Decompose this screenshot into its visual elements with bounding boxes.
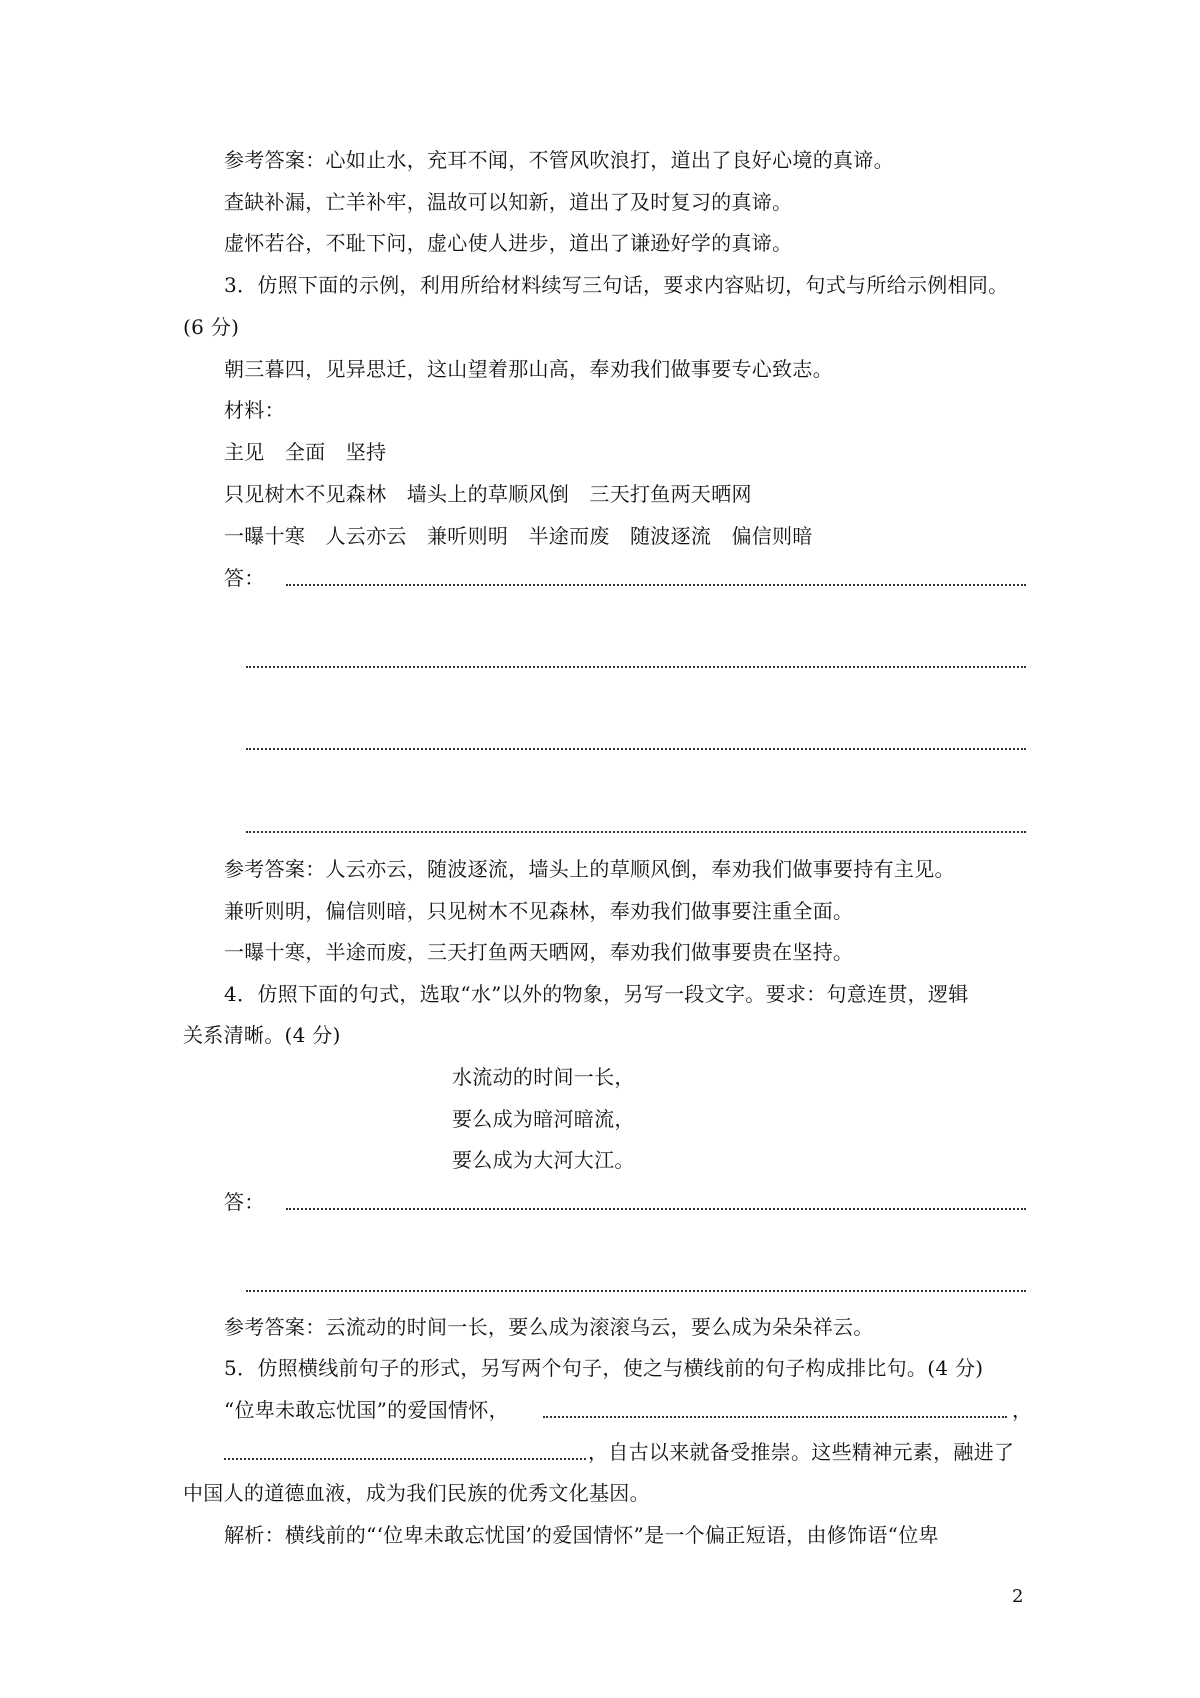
q5-analysis-line-1: 解析：横线前的“‘位卑未敢忘忧国’的爱国情怀”是一个偏正短语，由修饰语“位卑 xyxy=(224,1523,939,1547)
q3-materials-label: 材料： xyxy=(224,398,285,422)
q5-prompt-line-1: 5．仿照横线前句子的形式，另写两个句子，使之与横线前的句子构成排比句。(4 分) xyxy=(224,1356,984,1380)
q5-sentence-start: “位卑未敢忘忧国”的爱国情怀， xyxy=(224,1398,509,1422)
q4-poem-line-1: 水流动的时间一长， xyxy=(452,1065,635,1089)
q3-materials-row-3: 一曝十寒 人云亦云 兼听则明 半途而废 随波逐流 偏信则暗 xyxy=(224,524,813,548)
q4-answer-blank-1[interactable] xyxy=(286,1208,1026,1210)
q3-materials-row-2: 只见树木不见森林 墙头上的草顺风倒 三天打鱼两天晒网 xyxy=(224,482,752,506)
q4-answer-blank-2[interactable] xyxy=(246,1290,1026,1292)
q3-answer-blank-2[interactable] xyxy=(246,666,1026,668)
q4-prompt-line-2: 关系清晰。(4 分) xyxy=(183,1023,341,1047)
q3-ref-answer-line-2: 兼听则明，偏信则暗，只见树木不见森林，奉劝我们做事要注重全面。 xyxy=(224,899,854,923)
q5-comma: ， xyxy=(1012,1398,1033,1422)
q3-answer-blank-4[interactable] xyxy=(246,831,1026,833)
q5-blank-2[interactable] xyxy=(224,1458,586,1460)
q3-answer-blank-3[interactable] xyxy=(246,748,1026,750)
q3-prompt-line-2: (6 分) xyxy=(183,315,240,339)
q3-example: 朝三暮四，见异思迁，这山望着那山高，奉劝我们做事要专心致志。 xyxy=(224,357,833,381)
q3-ref-answer-line-3: 一曝十寒，半途而废，三天打鱼两天晒网，奉劝我们做事要贵在坚持。 xyxy=(224,940,854,964)
q5-sentence-continuation: ，自古以来就备受推崇。这些精神元素，融进了 xyxy=(588,1440,1015,1464)
q4-answer-label: 答： xyxy=(224,1190,265,1214)
q3-prompt-line-1: 3．仿照下面的示例，利用所给材料续写三句话，要求内容贴切，句式与所给示例相同。 xyxy=(224,273,1009,297)
q4-poem-line-3: 要么成为大河大江。 xyxy=(452,1148,635,1172)
q5-sentence-end: 中国人的道德血液，成为我们民族的优秀文化基因。 xyxy=(183,1481,650,1505)
q4-ref-answer-line-1: 参考答案：云流动的时间一长，要么成为滚滚乌云，要么成为朵朵祥云。 xyxy=(224,1315,874,1339)
q3-answer-label: 答： xyxy=(224,566,265,590)
q2-answer-line-1: 参考答案：心如止水，充耳不闻，不管风吹浪打，道出了良好心境的真谛。 xyxy=(224,148,894,172)
q2-answer-line-2: 查缺补漏，亡羊补牢，温故可以知新，道出了及时复习的真谛。 xyxy=(224,190,793,214)
q4-prompt-line-1: 4．仿照下面的句式，选取“水”以外的物象，另写一段文字。要求：句意连贯，逻辑 xyxy=(224,982,969,1006)
q2-answer-line-3: 虚怀若谷，不耻下问，虚心使人进步，道出了谦逊好学的真谛。 xyxy=(224,231,793,255)
q3-materials-row-1: 主见 全面 坚持 xyxy=(224,440,387,464)
q5-blank-1[interactable] xyxy=(543,1416,1007,1418)
q3-answer-blank-1[interactable] xyxy=(286,584,1026,586)
q4-poem-line-2: 要么成为暗河暗流， xyxy=(452,1107,635,1131)
page-number: 2 xyxy=(1012,1586,1024,1607)
q3-ref-answer-line-1: 参考答案：人云亦云，随波逐流，墙头上的草顺风倒，奉劝我们做事要持有主见。 xyxy=(224,857,955,881)
